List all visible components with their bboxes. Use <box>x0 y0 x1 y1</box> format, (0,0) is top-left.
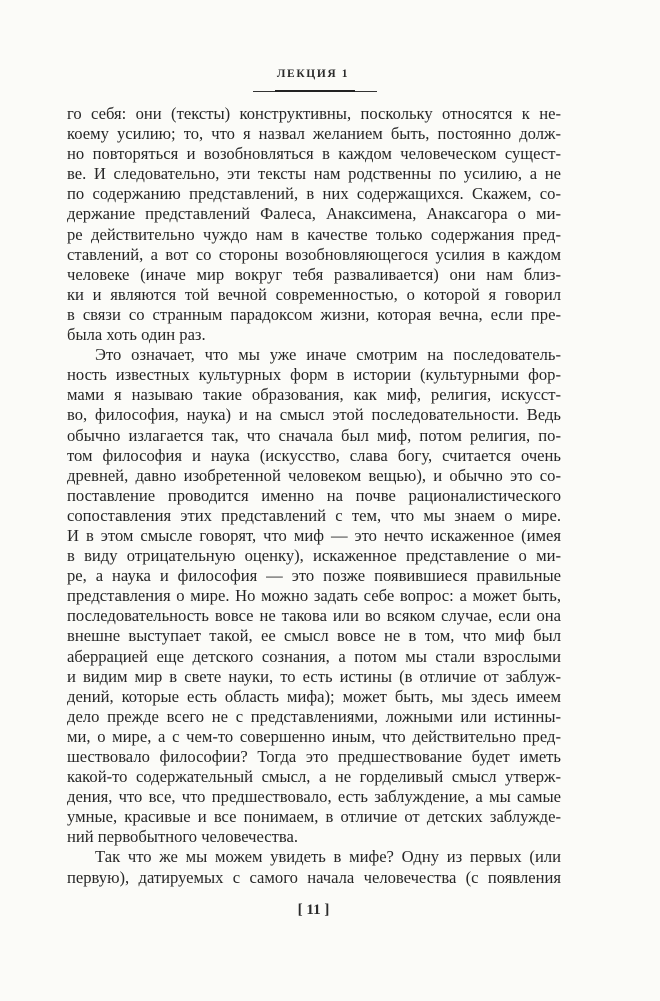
text-line: внешне выступает такой, ее смысл вовсе не в том, что миф был <box>67 626 561 646</box>
running-head: ЛЕКЦИЯ 1 <box>276 68 350 80</box>
text-line: в связи со странным парадоксом жизни, которая вечна, если пре- <box>67 304 561 324</box>
text-line: древней, давно изобретенной человеком вещью), и обычно это со- <box>67 465 561 485</box>
text-line: го себя: они (тексты) конструктивны, поскольку относятся к не- <box>67 104 561 123</box>
page-number: [ 11 ] <box>297 902 330 918</box>
text-line: обычно излагается так, что сначала был миф, потом религия, по- <box>67 425 561 445</box>
text-line: была хоть один раз. <box>67 325 206 345</box>
text-line: аберрацией еще детского сознания, а потом мы стали взрослыми <box>67 646 561 666</box>
text-line: дений, которые есть область мифа); может быть, мы здесь имеем <box>67 686 561 706</box>
text-line: поставление проводится именно на почве рационалистического <box>67 485 561 505</box>
text-line: держание представлений Фалеса, Анаксимена, Анаксагора о ми- <box>67 204 561 224</box>
header-rule <box>253 91 377 92</box>
paragraph <box>67 345 561 847</box>
text-line: Так что же мы можем увидеть в мифе? Одну из первых (или <box>95 847 561 867</box>
text-line: сопоставления этих представлений с тем, что мы знаем о мире. <box>67 505 561 525</box>
text-line: последовательность вовсе не такова или во всяком случае, если она <box>67 606 561 626</box>
text-line: человеке (иначе мир вокруг тебя разваливается) они нам близ- <box>67 264 561 284</box>
text-line: Это означает, что мы уже иначе смотрим на последователь- <box>95 345 561 365</box>
text-line: ставлений, а вот со стороны возобновляющегося усилия в каждом <box>67 244 561 264</box>
text-line: ве. И следовательно, эти тексты нам родственны по усилию, а не <box>67 164 561 184</box>
text-line: ре действительно чуждо нам в качестве только содержания пред- <box>67 224 561 244</box>
text-line: ки и являются той вечной современностью, о которой я говорил <box>67 284 561 304</box>
paragraph <box>67 104 561 345</box>
text-line: ми, о мире, а с чем-то совершенно иным, что действительно пред- <box>67 726 561 746</box>
text-line: какой-то содержательный смысл, а не горделивый смысл утверж- <box>67 767 561 787</box>
text-line: во, философия, наука) и на смысл этой последовательности. Ведь <box>67 405 561 425</box>
text-line: шествовало философии? Тогда это предшествование будет иметь <box>67 747 561 766</box>
text-line: ность известных культурных форм в истории (культурными фор- <box>67 365 561 385</box>
text-line: представления о мире. Но можно задать себе вопрос: а может быть, <box>67 586 561 606</box>
text-line: в виду отрицательную оценку), искаженное представление о ми- <box>67 546 561 566</box>
text-line: и видим мир в свете науки, то есть истины (в отличие от заблуж- <box>67 666 561 686</box>
text-line: первую), датируемых с самого начала человечества (с появления <box>67 867 561 887</box>
text-line: И в этом смысле говорят, что миф — это нечто искаженное (имея <box>67 525 561 545</box>
text-line: ре, а наука и философия — это позже появившиеся правильные <box>67 566 561 586</box>
text-line: том философия и наука (искусство, слава богу, считается очень <box>67 445 561 465</box>
text-line: ний первобытного человечества. <box>67 827 299 847</box>
body-text <box>67 104 561 888</box>
paragraph <box>67 847 561 887</box>
text-line: умные, красивые и все понимаем, в отличие от детских заблужде- <box>67 807 561 827</box>
text-line: но повторяться и возобновляться в каждом человеческом сущест- <box>67 144 561 164</box>
text-line: мами я называю такие образования, как миф, религия, искусст- <box>67 385 561 405</box>
text-line: дения, что все, что предшествовало, есть заблуждение, а мы самые <box>67 787 561 807</box>
text-line: дело прежде всего не с представлениями, ложными или истинны- <box>67 706 561 726</box>
text-line: коему усилию; то, что я назвал желанием быть, постоянно долж- <box>67 124 561 144</box>
text-line: по содержанию представлений, в них содержащихся. Скажем, со- <box>67 184 561 204</box>
